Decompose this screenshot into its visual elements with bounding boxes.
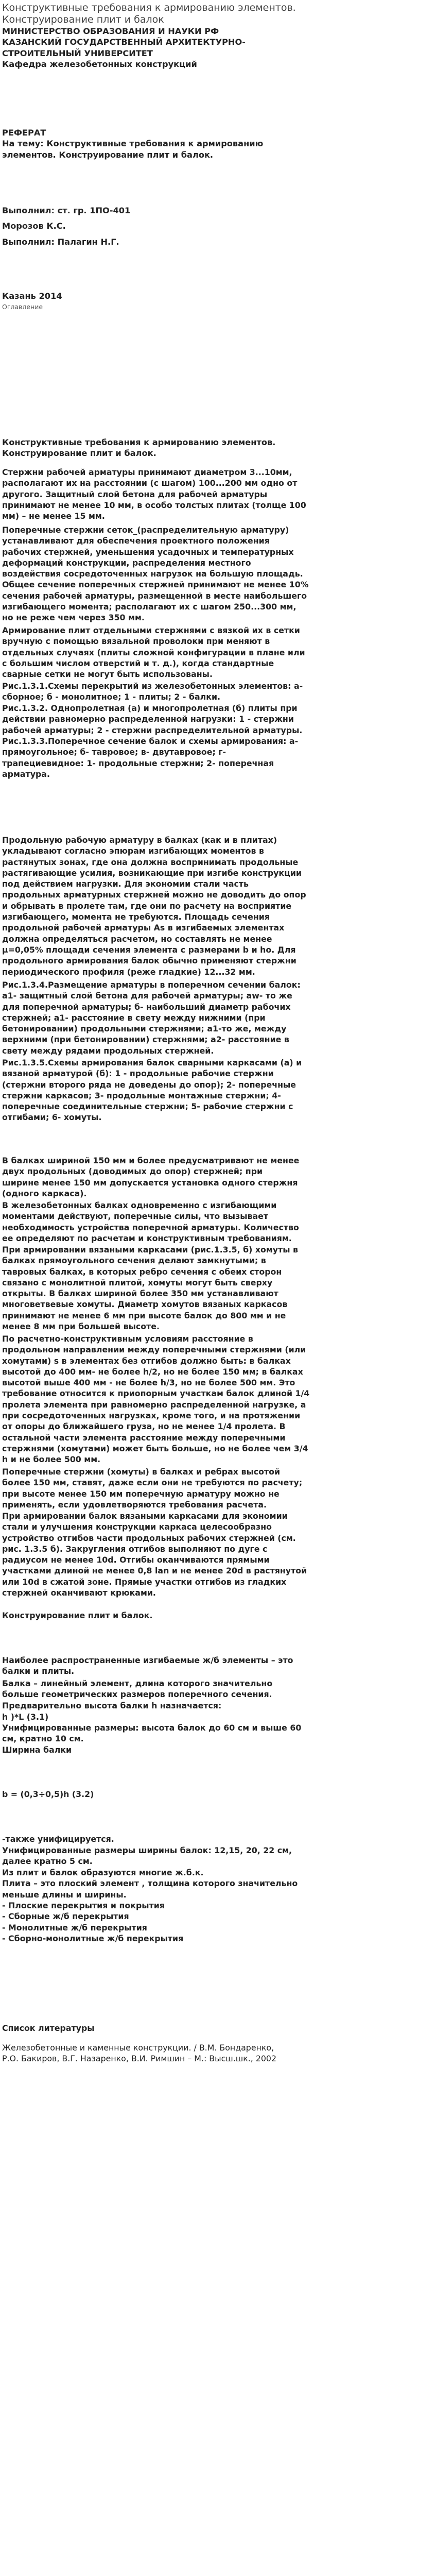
text-line: Балка – линейный элемент, длина которого значительно — [2, 1679, 273, 1688]
performed-by: Выполнил: ст. гр. 1ПО-401 — [2, 206, 131, 215]
text-line: рабочей арматуры; 2 - стержни распределительной арматуры. — [2, 725, 303, 735]
text-line: более 150 мм, ставят, даже если они не требуются по расчету; — [2, 1478, 303, 1488]
text-line: ширине менее 150 мм допускается установка одного стержня — [2, 1177, 298, 1188]
section3-paragraph-3 — [2, 1244, 432, 1332]
formula-3-2: b = (0,3÷0,5)h (3.2) — [2, 1789, 94, 1799]
list-item: - Сборные ж/б перекрытия — [2, 1911, 129, 1922]
references-list — [2, 2042, 432, 2064]
text-line: растягивающие усилия, возникающие при изгибе конструкции — [2, 868, 302, 878]
university-name-line-1: КАЗАНСКИЙ ГОСУДАРСТВЕННЫЙ АРХИТЕКТУРНО- — [2, 37, 246, 47]
text-line: радиусом не менее 10d. Отгибы оканчиваются прямыми — [2, 1555, 270, 1565]
toc-link[interactable]: Оглавление — [2, 303, 43, 311]
references-heading: Список литературы — [2, 2023, 95, 2033]
text-line: требование относится к приопорным участкам балок длиной 1/4 — [2, 1388, 310, 1399]
text-line: трапециевидное: 1- продольные стержни; 2- поперечная — [2, 758, 274, 768]
text-line: а1- защитный слой бетона для рабочей арматуры; аw- то же — [2, 991, 292, 1001]
section2-paragraph-1 — [2, 835, 432, 977]
section1-heading-line-1: Конструктивные требования к армированию элементов. — [2, 437, 276, 447]
text-line: пролета элемента при равномерно распределенной нагрузке, а — [2, 1399, 306, 1410]
formula-3-1: h )*L (3.1) — [2, 1712, 49, 1722]
city-year: Казань 2014 — [2, 291, 62, 301]
reference-line: Р.О. Бакиров, В.Г. Назаренко, В.И. Римшин – М.: Высш.шк., 2002 — [2, 2054, 277, 2064]
slab-definition — [2, 1867, 432, 1900]
section4-intro — [2, 1655, 432, 1677]
text-line: многоветвевые хомуты. Диаметр хомутов вязаных каркасов — [2, 1299, 288, 1310]
text-line: при сосредоточенных нагрузках, кроме того, и на протяжении — [2, 1411, 301, 1421]
text-line: менее 8 мм при большей высоте. — [2, 1321, 160, 1332]
section3-paragraph-4 — [2, 1333, 432, 1465]
list-item: - Плоские перекрытия и покрытия — [2, 1901, 165, 1910]
text-line: отдельных случаях (плиты сложной конфигурации в плане или — [2, 647, 305, 657]
text-line: стержнями (хомутами) может быть больше, но не более чем 3/4 — [2, 1443, 308, 1453]
text-line: Из плит и балок образуются многие ж.б.к. — [2, 1868, 204, 1877]
section1-paragraph-1 — [2, 467, 432, 521]
checked-by: Выполнил: Палагин Н.Г. — [2, 236, 119, 247]
text-line: При армировании вязаными каркасами (рис.1.3.5, б) хомуты в — [2, 1245, 299, 1255]
text-line: верхними (при бетонировании) стержнями; а2- расстояние в — [2, 1035, 289, 1045]
text-line: прямоугольное; б- тавровое; в- двутавровое; г- — [2, 747, 226, 757]
section1-paragraph-2 — [2, 524, 432, 623]
text-line: и обрывать в пролете там, где они по расчету на восприятие — [2, 901, 292, 911]
text-line: применять, если удовлетворяются требования расчета. — [2, 1499, 267, 1510]
figure-caption-1-3-3 — [2, 736, 432, 779]
topic-line-2: элементов. Конструирование плит и балок. — [2, 149, 214, 160]
text-line: μ=0,05% площади сечения элемента с размерами b и ho. Для — [2, 944, 296, 955]
text-line: сборное; б - монолитное; 1 - плиты; 2 - балки. — [2, 692, 221, 702]
beam-height-label: Предварительно высота балки h назначается: — [2, 1701, 222, 1710]
text-line: Рис.1.3.2. Однопролетная (а) и многопролетная (б) плиты при — [2, 703, 298, 713]
text-line: должна определяться расчетом, но составлять не менее — [2, 934, 272, 944]
title-page-authors — [2, 205, 432, 247]
text-line: двух продольных (доводимых до опор) стержней; при — [2, 1166, 263, 1177]
text-line: устройство отгибов части продольных рабочих стержней (см. — [2, 1533, 296, 1543]
unified-height — [2, 1722, 432, 1744]
text-line: действии равномерно распределенной нагрузки: 1 - стержни — [2, 714, 294, 724]
beam-width-label: Ширина балки — [2, 1745, 72, 1755]
text-line: продольной рабочей арматуры As в изгибаемых элементах — [2, 923, 285, 933]
section1-paragraph-3 — [2, 625, 432, 680]
text-line: балках прямоугольного сечения делают замкнутыми; в — [2, 1256, 266, 1266]
document-title-line-1: Конструктивные требования к армированию элементов. — [2, 2, 296, 13]
text-line: изгибающего момента; располагают их с шагом 250...300 мм, — [2, 602, 297, 612]
text-line: h и не более 500 мм. — [2, 1454, 101, 1465]
text-line: см, кратно 10 см. — [2, 1734, 84, 1744]
text-line: располагают их на расстоянии (с шагом) 100...200 мм одно от — [2, 478, 298, 488]
figure-caption-1-3-4 — [2, 979, 432, 1056]
section3-paragraph-5 — [2, 1466, 432, 1510]
unified-width — [2, 1845, 432, 1867]
text-line: По расчетно-конструктивным условиям расстояние в — [2, 1334, 253, 1344]
text-line: стержней; а1- расстояние в свету между нижними (при — [2, 1012, 266, 1023]
text-line: Рис.1.3.3.Поперечное сечение балок и схемы армирования: а- — [2, 736, 299, 746]
figure-caption-1-3-2 — [2, 703, 432, 736]
ministry-name: МИНИСТЕРСТВО ОБРАЗОВАНИЯ И НАУКИ РФ — [2, 26, 219, 36]
title-page-topic — [2, 127, 432, 160]
text-line: Унифицированные размеры: высота балок до 60 см и выше 60 — [2, 1723, 302, 1733]
document-header — [2, 2, 434, 26]
figure-caption-1-3-1 — [2, 681, 432, 703]
text-line: Стержни рабочей арматуры принимают диаметром 3...10мм, — [2, 467, 292, 477]
text-line: участками длиной не менее 0,8 lan и не менее 20d в растянутой — [2, 1566, 307, 1576]
text-line: (стержни второго ряда не доведены до опор); 2- поперечные — [2, 1079, 297, 1090]
text-line: растянутых зонах, где она должна воспринимать продольные — [2, 857, 299, 867]
section3-paragraph-2 — [2, 1200, 432, 1244]
text-line: далее кратно 5 см. — [2, 1856, 93, 1867]
department-name: Кафедра железобетонных конструкций — [2, 59, 197, 69]
text-line: принимают не менее 10 мм, в особо толстых плитах (толще 100 — [2, 500, 306, 510]
text-line: Общее сечение поперечных стержней принимают не менее 10% — [2, 580, 309, 590]
text-line: продольном направлении между поперечными стержнями (или — [2, 1345, 306, 1355]
section3-paragraph-1 — [2, 1155, 432, 1199]
text-line: В железобетонных балках одновременно с изгибающими — [2, 1200, 277, 1210]
university-name-line-2: СТРОИТЕЛЬНЫЙ УНИВЕРСИТЕТ — [2, 48, 153, 58]
section1-heading — [2, 437, 432, 459]
text-line: для поперечной арматуры; б- наибольший диаметр рабочих — [2, 1002, 291, 1012]
text-line: открыты. В балках шириной более 350 мм устанавливают — [2, 1289, 278, 1299]
text-line: стержни каркасов; 3- продольные монтажные стержни; 4- — [2, 1090, 281, 1100]
text-line: моментами действуют, поперечные силы, что вызывает — [2, 1211, 269, 1222]
section3-paragraph-6 — [2, 1511, 432, 1598]
text-line: под действием нагрузки. Для экономии стали часть — [2, 879, 249, 889]
text-line: остальной части элемента расстояние между поперечными — [2, 1432, 286, 1443]
text-line: арматура. — [2, 769, 50, 779]
text-line: сечения рабочей арматуры, размещенной в месте наибольшего — [2, 590, 307, 601]
text-line: Плита – это плоский элемент , толщина которого значительно — [2, 1878, 298, 1889]
text-line: мм) – не менее 15 мм. — [2, 511, 105, 521]
text-line: высотой до 400 мм- не более h/2, но не более 150 мм; в балках — [2, 1366, 303, 1377]
text-line: высотой выше 400 мм - не более h/3, но не более 500 мм. Это — [2, 1378, 295, 1388]
text-line: принимают не менее 6 мм при высоте балок до 800 мм и не — [2, 1310, 286, 1320]
text-line: периодического профиля (реже гладкие) 12...32 мм. — [2, 967, 255, 977]
text-line: балки и плиты. — [2, 1666, 75, 1676]
text-line: рабочих стержней, уменьшения усадочных и температурных — [2, 547, 294, 557]
reference-line: Железобетонные и каменные конструкции. / В.М. Бондаренко, — [2, 2043, 274, 2053]
text-line: вязаной арматурой (б): 1 - продольные рабочие стержни — [2, 1069, 274, 1079]
text-line: или 10d в сжатой зоне. Прямые участки отгибов из гладких — [2, 1577, 287, 1587]
text-line: рис. 1.3.5 б). Закругления отгибов выполняют по дуге с — [2, 1544, 268, 1554]
section1-heading-line-2: Конструирование плит и балок. — [2, 448, 156, 459]
text-line: сварные сетки не могут быть использованы. — [2, 669, 213, 680]
text-line: тавровых балках, в которых ребро сечения с обеих сторон — [2, 1266, 282, 1277]
text-line: деформаций конструкции, распределения местного — [2, 557, 251, 568]
text-line: поперечные соединительные стержни; 5- рабочие стержни с — [2, 1101, 293, 1112]
text-line: стали и улучшения конструкции каркаса целесообразно — [2, 1522, 272, 1532]
structures-list — [2, 1900, 432, 1944]
text-line: необходимость устройства поперечной арматуры. Количество — [2, 1222, 299, 1232]
text-line: при высоте менее 150 мм поперечную арматуру можно не — [2, 1488, 280, 1499]
text-line: свету между рядами продольных стержней. — [2, 1045, 214, 1056]
text-line: Наиболее распространенные изгибаемые ж/б элементы – это — [2, 1655, 293, 1665]
text-line: ее определяют по расчетам и конструктивным требованиям. — [2, 1233, 292, 1243]
text-line: Поперечные стержни сеток_(распределительную арматуру) — [2, 525, 289, 535]
text-line: стержней оканчивают крюками. — [2, 1588, 156, 1598]
text-line: В балках шириной 150 мм и более предусматривают не менее — [2, 1156, 300, 1165]
text-line: продольных арматурных стержней можно не доводить до опор — [2, 890, 306, 900]
text-line: вручную с помощью вязальной проволоки при меняют в — [2, 636, 270, 647]
list-item: - Монолитные ж/б перекрытия — [2, 1922, 147, 1933]
text-line: Армирование плит отдельными стержнями с вязкой их в сетки — [2, 625, 300, 635]
text-line: Продольную рабочую арматуру в балках (как и в плитах) — [2, 835, 277, 845]
figure-caption-1-3-5 — [2, 1057, 432, 1123]
student-name: Морозов К.С. — [2, 221, 66, 231]
text-line: Унифицированные размеры ширины балок: 12,15, 20, 22 см, — [2, 1845, 292, 1855]
text-line: связано с монолитной плитой, хомуты могут быть сверху — [2, 1277, 273, 1287]
topic-line-1: На тему: Конструктивные требования к армированию — [2, 139, 264, 149]
text-line: меньше длины и ширины. — [2, 1889, 127, 1900]
also-unified: -также унифицируется. — [2, 1834, 114, 1844]
text-line: При армировании балок вязаными каркасами для экономии — [2, 1511, 288, 1521]
document-title-line-2: Конструирование плит и балок — [2, 14, 164, 25]
text-line: другого. Защитный слой бетона для рабочей арматуры — [2, 489, 268, 499]
text-line: продольного армирования балок обычно применяют стержни — [2, 956, 297, 966]
text-line: изгибающего, момента не требуются. Площадь сечения — [2, 912, 270, 922]
text-line: больше геометрических размеров поперечного сечения. — [2, 1689, 272, 1700]
document-type: РЕФЕРАТ — [2, 128, 46, 138]
text-line: хомутами) s в элементах без отгибов должно быть: в балках — [2, 1355, 291, 1366]
text-line: (одного каркаса). — [2, 1188, 87, 1198]
text-line: Рис.1.3.1.Схемы перекрытий из железобетонных элементов: а- — [2, 681, 303, 691]
section4-heading: Конструирование плит и балок. — [2, 1611, 153, 1620]
title-page-institution — [2, 26, 432, 70]
text-line: с большим числом отверстий и т. д.), когда стандартные — [2, 658, 274, 668]
text-line: бетонировании) продольными стержнями; а1-то же, между — [2, 1024, 287, 1034]
text-line: от опоры до ближайшего груза, но не менее 1/4 пролета. В — [2, 1421, 286, 1432]
list-item: - Сборно-монолитные ж/б перекрытия — [2, 1933, 184, 1943]
text-line: Поперечные стержни (хомуты) в балках и ребрах высотой — [2, 1467, 281, 1477]
text-line: отгибами; 6- хомуты. — [2, 1112, 102, 1123]
beam-definition — [2, 1678, 432, 1700]
text-line: укладывают согласно эпюрам изгибающих моментов в — [2, 846, 264, 856]
text-line: Рис.1.3.5.Схемы армирования балок сварными каркасами (а) и — [2, 1058, 302, 1067]
text-line: но не реже чем через 350 мм. — [2, 613, 145, 623]
text-line: воздействия сосредоточенных нагрузок на большую площадь. — [2, 569, 303, 579]
text-line: Рис.1.3.4.Размещение арматуры в поперечном сечении балок: — [2, 980, 301, 990]
text-line: устанавливают для обеспечения проектного положения — [2, 536, 270, 546]
